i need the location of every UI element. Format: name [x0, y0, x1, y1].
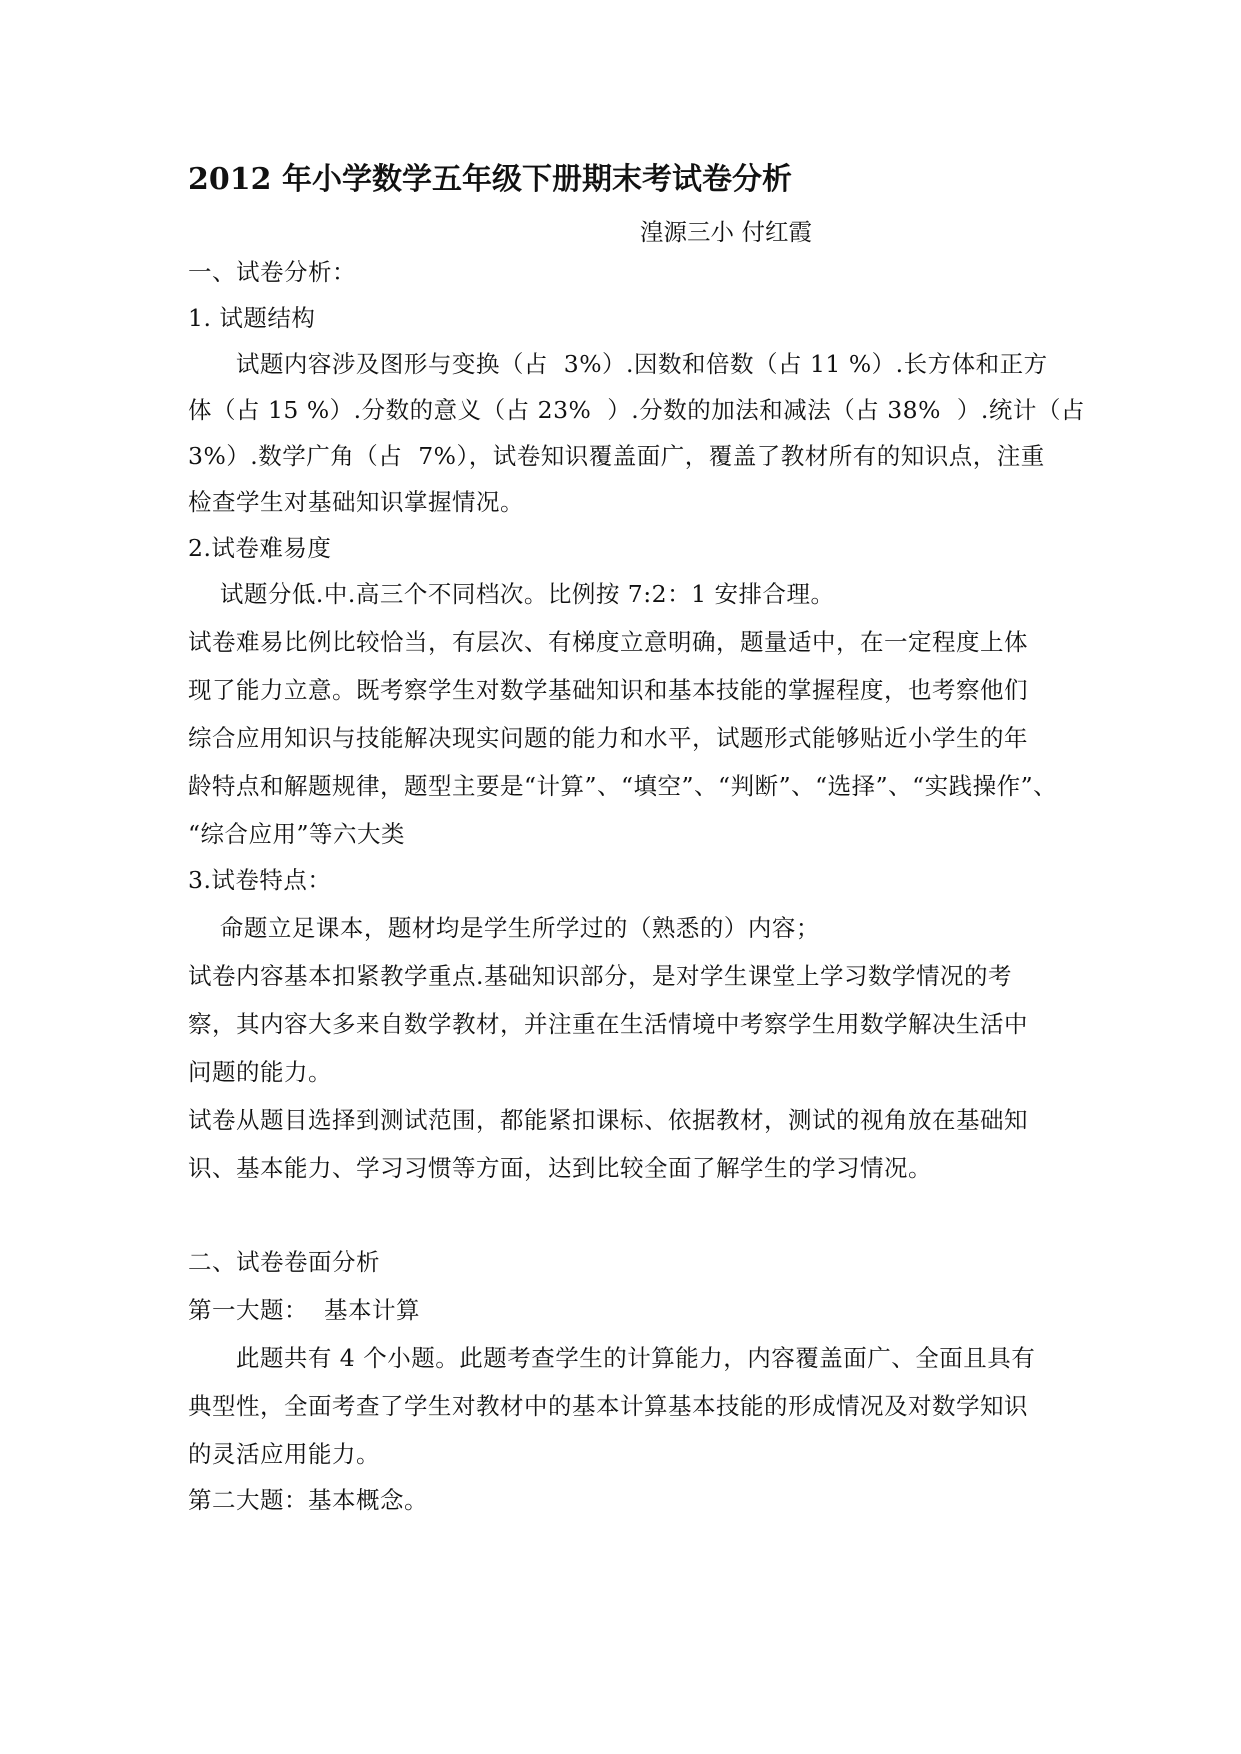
paragraph-line: 的灵活应用能力。: [188, 1440, 380, 1468]
paragraph-line: 龄特点和解题规律，题型主要是“计算”、“填空”、“判断”、“选择”、“实践操作”、: [188, 772, 1058, 800]
paragraph-line: 现了能力立意。既考察学生对数学基础知识和基本技能的掌握程度，也考察他们: [188, 676, 1028, 704]
paragraph-line: 体（占 15 %）.分数的意义（占 23% ）.分数的加法和减法（占 38% ）.统计（占: [188, 396, 1085, 424]
paragraph-line: 识、基本能力、学习习惯等方面，达到比较全面了解学生的学习情况。: [188, 1154, 932, 1182]
paragraph-line: “综合应用”等六大类: [188, 820, 406, 848]
section-heading-paper-analysis: 一、试卷分析：: [188, 258, 356, 286]
paragraph-line: 典型性，全面考查了学生对教材中的基本计算基本技能的形成情况及对数学知识: [188, 1392, 1028, 1420]
paragraph-line: 试题内容涉及图形与变换（占 3%）.因数和倍数（占 11 %）.长方体和正方: [188, 350, 1048, 378]
subheading-features: 3.试卷特点：: [188, 866, 332, 894]
paragraph-line: 综合应用知识与技能解决现实问题的能力和水平，试题形式能够贴近小学生的年: [188, 724, 1028, 752]
subheading-question-one: 第一大题： 基本计算: [188, 1296, 420, 1324]
document-author: 湟源三小 付红霞: [640, 218, 812, 246]
paragraph-line: 命题立足课本，题材均是学生所学过的（熟悉的）内容；: [188, 914, 820, 942]
subheading-structure: 1. 试题结构: [188, 304, 316, 332]
paragraph-line: 3%）.数学广角（占 7%），试卷知识覆盖面广，覆盖了教材所有的知识点，注重: [188, 442, 1045, 470]
section-heading-surface-analysis: 二、试卷卷面分析: [188, 1248, 380, 1276]
paragraph-line: 试卷内容基本扣紧教学重点.基础知识部分，是对学生课堂上学习数学情况的考: [188, 962, 1012, 990]
paragraph-line: 问题的能力。: [188, 1058, 332, 1086]
paragraph-line: 察，其内容大多来自数学教材，并注重在生活情境中考察学生用数学解决生活中: [188, 1010, 1028, 1038]
document-title: 2012 年小学数学五年级下册期末考试卷分析: [188, 162, 792, 197]
paragraph-line: 试卷从题目选择到测试范围，都能紧扣课标、依据教材，测试的视角放在基础知: [188, 1106, 1028, 1134]
subheading-question-two: 第二大题：基本概念。: [188, 1486, 428, 1514]
subheading-difficulty: 2.试卷难易度: [188, 534, 332, 562]
paragraph-line: 试题分低.中.高三个不同档次。比例按 7:2：1 安排合理。: [188, 580, 835, 608]
paragraph-line: 此题共有 4 个小题。此题考查学生的计算能力，内容覆盖面广、全面且具有: [188, 1344, 1036, 1372]
paragraph-line: 检查学生对基础知识掌握情况。: [188, 488, 524, 516]
paragraph-line: 试卷难易比例比较恰当，有层次、有梯度立意明确，题量适中，在一定程度上体: [188, 628, 1028, 656]
